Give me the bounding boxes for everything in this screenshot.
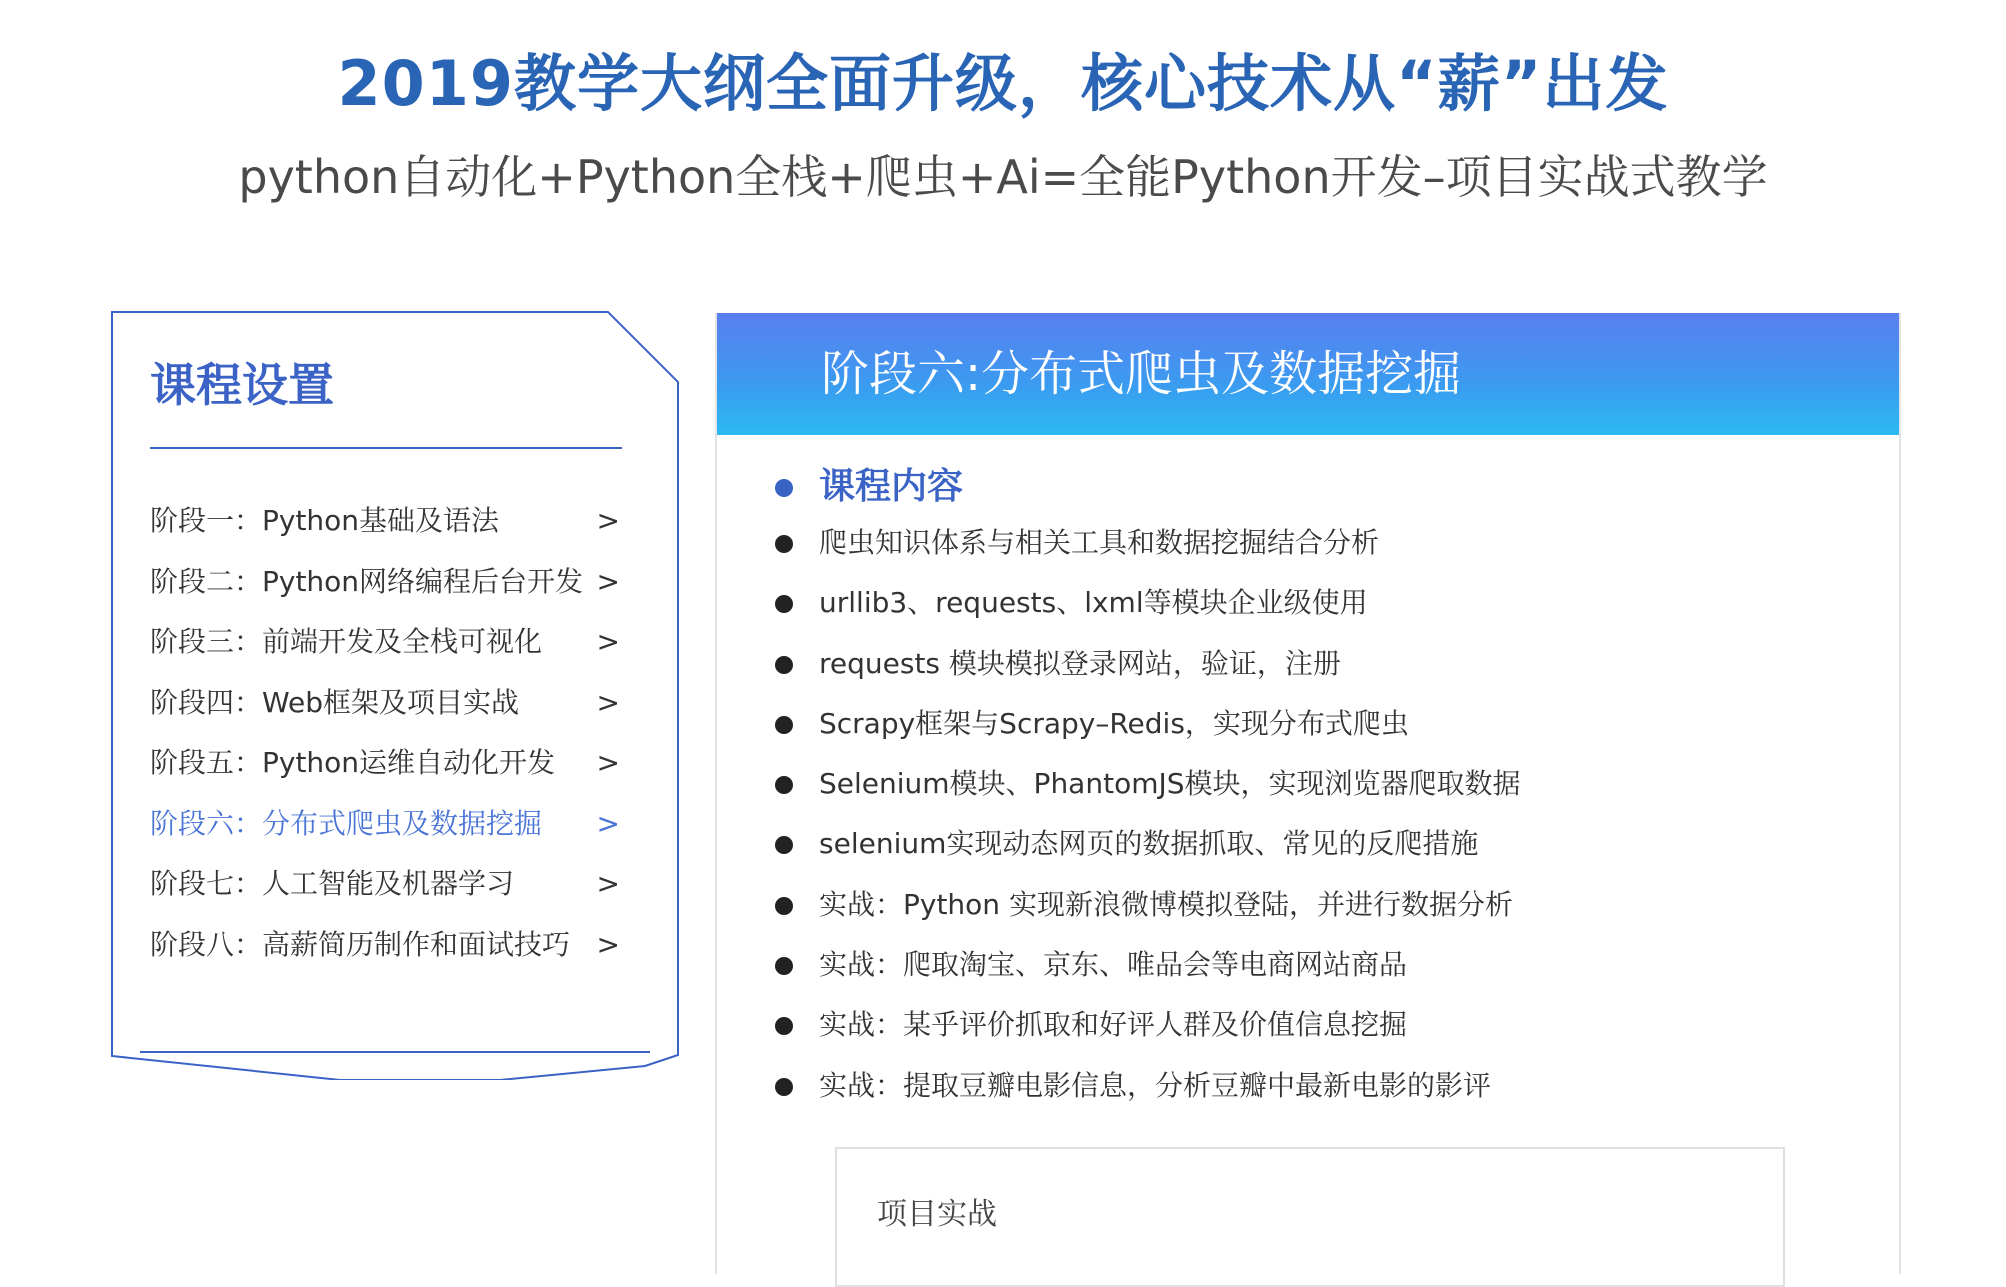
list-item (775, 704, 1855, 764)
list-item (775, 764, 1855, 824)
list-item-text: 爬虫知识体系与相关工具和数据挖掘结合分析 (819, 526, 1380, 559)
stage-item-label: 阶段六：分布式爬虫及数据挖掘 (150, 806, 543, 840)
chevron-right-icon: > (596, 927, 620, 961)
project-practice-box (835, 1147, 1785, 1287)
list-item-text: urllib3、requests、lxml等模块企业级使用 (819, 586, 1368, 620)
course-content-list (775, 523, 1855, 1126)
chevron-right-icon: > (596, 867, 620, 900)
stage-item-8[interactable] (150, 924, 630, 985)
stage-list (150, 500, 630, 984)
list-item (775, 583, 1855, 643)
list-item (775, 523, 1855, 583)
bullet-icon (775, 1017, 793, 1035)
bullet-icon (775, 535, 793, 553)
page-subheadline: python自动化+Python全栈+爬虫+Ai=全能Python开发–项目实战式教学 (238, 150, 1768, 204)
list-item (775, 644, 1855, 704)
bullet-icon (775, 716, 793, 734)
stage-item-7[interactable] (150, 863, 630, 924)
list-item (775, 945, 1855, 1005)
stage-item-6[interactable] (150, 803, 630, 864)
bullet-icon (775, 836, 793, 854)
stage-item-1[interactable] (150, 500, 630, 561)
title-underline (150, 447, 622, 449)
list-item-text: Selenium模块、PhantomJS模块，实现浏览器爬取数据 (819, 767, 1521, 801)
panel-header (717, 313, 1899, 435)
bullet-icon (775, 897, 793, 915)
bullet-icon (775, 656, 793, 674)
bullet-icon (775, 776, 793, 794)
stage-item-label: 阶段三：前端开发及全栈可视化 (150, 625, 543, 658)
stage-item-4[interactable] (150, 682, 630, 743)
chevron-right-icon: > (596, 685, 620, 719)
stage-item-label: 阶段七：人工智能及机器学习 (150, 867, 515, 900)
chevron-right-icon: > (596, 504, 620, 537)
stage-item-label: 阶段五：Python运维自动化开发 (150, 746, 556, 779)
bullet-icon (775, 479, 793, 497)
chevron-right-icon: > (596, 746, 620, 779)
list-item-text: 实战：Python 实现新浪微博模拟登陆，并进行数据分析 (819, 887, 1513, 921)
list-item (775, 885, 1855, 945)
chevron-right-icon: > (596, 625, 620, 658)
stage-item-5[interactable] (150, 742, 630, 803)
stage-item-label: 阶段二：Python网络编程后台开发 (150, 564, 584, 598)
list-item-text: requests 模块模拟登录网站，验证，注册 (819, 646, 1341, 680)
project-practice-title: 项目实战 (877, 1197, 997, 1232)
list-item (775, 824, 1855, 884)
page-headline: 2019教学大纲全面升级，核心技术从“薪”出发 (337, 47, 1669, 120)
list-item-text: selenium实现动态网页的数据抓取、常见的反爬措施 (819, 827, 1479, 861)
stage-item-label: 阶段八：高薪简历制作和面试技巧 (150, 927, 571, 961)
stage-detail-panel (715, 313, 1901, 1274)
stage-item-3[interactable] (150, 621, 630, 682)
bullet-icon (775, 1078, 793, 1096)
course-settings-title: 课程设置 (150, 358, 334, 412)
bullet-icon (775, 957, 793, 975)
chevron-right-icon: > (596, 806, 620, 840)
stage-item-2[interactable] (150, 561, 630, 622)
list-item (775, 1005, 1855, 1065)
list-item-text: 实战：提取豆瓣电影信息，分析豆瓣中最新电影的影评 (819, 1068, 1492, 1102)
course-settings-card (110, 310, 680, 1080)
stage-item-label: 阶段一：Python基础及语法 (150, 504, 500, 537)
list-item-text: Scrapy框架与Scrapy–Redis，实现分布式爬虫 (819, 706, 1409, 740)
list-item-text: 实战：某乎评价抓取和好评人群及价值信息挖掘 (819, 1008, 1408, 1042)
stage-item-label: 阶段四：Web框架及项目实战 (150, 685, 520, 719)
bullet-icon (775, 595, 793, 613)
list-item-text: 实战：爬取淘宝、京东、唯品会等电商网站商品 (819, 948, 1408, 982)
list-item (775, 1066, 1855, 1126)
course-content-label: 课程内容 (819, 466, 964, 507)
panel-title: 阶段六:分布式爬虫及数据挖掘 (821, 346, 1462, 402)
chevron-right-icon: > (596, 564, 620, 598)
